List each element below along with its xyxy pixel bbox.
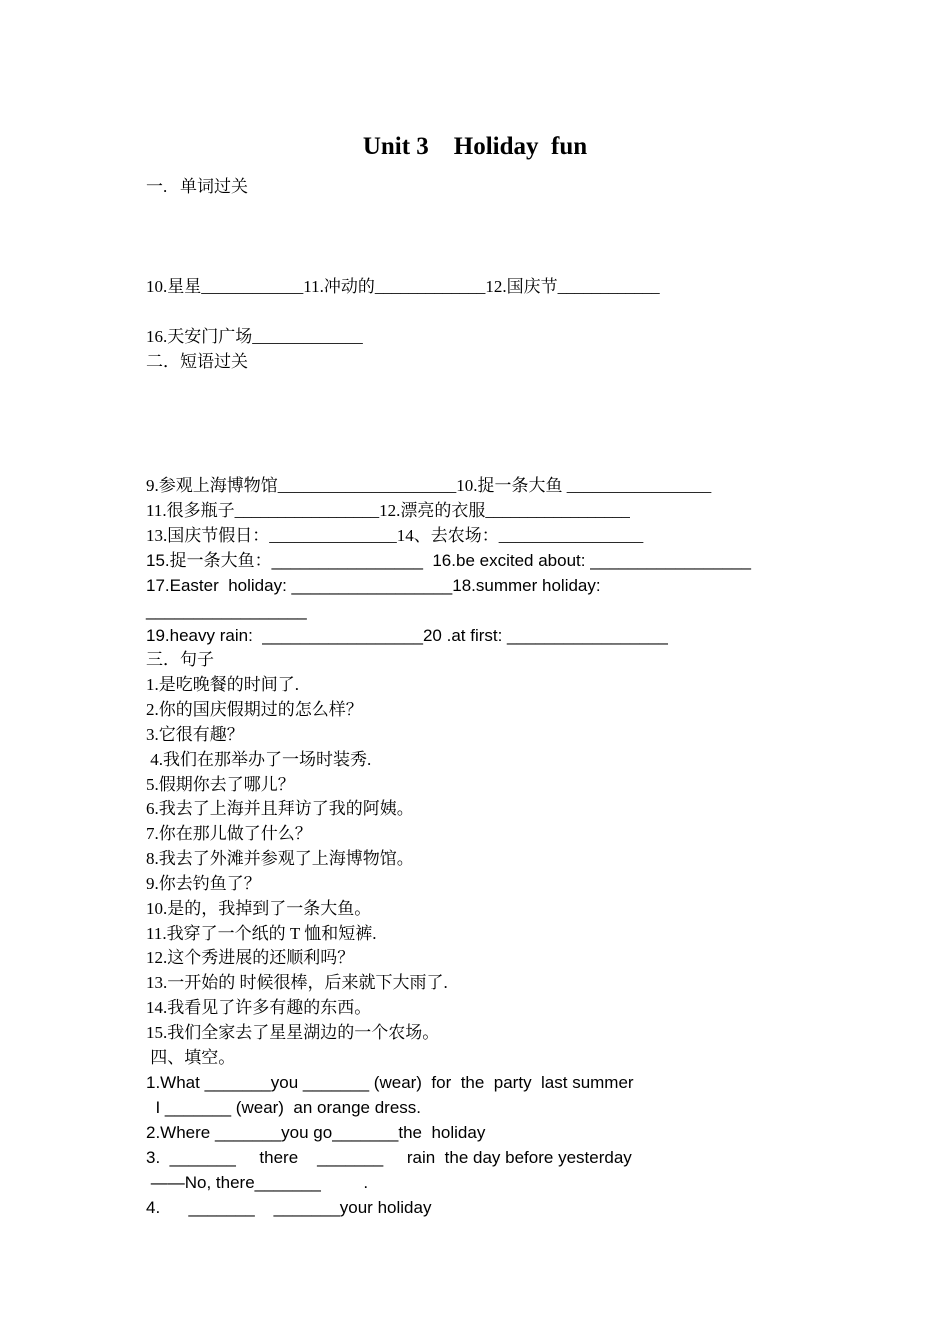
section-4-heading: 四、填空。 (146, 1048, 236, 1067)
phrase-line: 15.捉一条大鱼：________________ 16.be excited about: _________________ (146, 551, 751, 570)
sentence-item: 9.你去钓鱼了？ (146, 874, 261, 893)
phrase-line: 11.很多瓶子_________________12.漂亮的衣服_________________ (146, 501, 630, 520)
sentence-item: 2.你的国庆假期过的怎么样？ (146, 700, 363, 719)
section-2-heading: 二．短语过关 (146, 352, 248, 371)
fill-blank-line: 2.Where _______you go_______the holiday (146, 1123, 486, 1142)
vocab-line: 16.天安门广场_____________ (146, 327, 363, 346)
sentence-item: 15.我们全家去了星星湖边的一个农场。 (146, 1023, 440, 1042)
fill-blank-line: 3. _______ there _______ rain the day before yesterday (146, 1148, 632, 1167)
sentence-item: 3.它很有趣？ (146, 725, 244, 744)
fill-blank-line: ——No, there_______ . (146, 1173, 369, 1192)
sentence-item: 4.我们在那举办了一场时装秀. (146, 750, 372, 769)
phrase-line: 19.heavy rain: _________________20 .at first: _________________ (146, 626, 668, 645)
page-title: Unit 3 Holiday fun (362, 133, 588, 160)
phrase-line: 9.参观上海博物馆_____________________10.捉一条大鱼 _________________ (146, 476, 712, 495)
phrase-line: _________________ (146, 601, 307, 620)
vocab-line: 10.星星____________11.冲动的_____________12.国庆节____________ (146, 277, 660, 296)
fill-blank-line: I _______ (wear) an orange dress. (146, 1098, 421, 1117)
sentence-item: 12.这个秀进展的还顺利吗？ (146, 948, 355, 967)
sentence-item: 1.是吃晚餐的时间了. (146, 675, 299, 694)
sentence-item: 14.我看见了许多有趣的东西。 (146, 998, 372, 1017)
sentence-item: 10.是的，我掉到了一条大鱼。 (146, 899, 372, 918)
sentence-item: 11.我穿了一个纸的 T 恤和短裤. (146, 924, 377, 943)
phrase-line: 13.国庆节假日：_______________14、去农场：_________________ (146, 526, 644, 545)
section-1-heading: 一. 单词过关 (146, 177, 248, 196)
sentence-item: 13.一开始的 时候很棒，后来就下大雨了. (146, 973, 448, 992)
section-3-heading: 三．句子 (146, 650, 214, 669)
phrase-line: 17.Easter holiday: _________________18.summer holiday: (146, 576, 601, 595)
sentence-item: 7.你在那儿做了什么？ (146, 824, 312, 843)
sentence-item: 6.我去了上海并且拜访了我的阿姨。 (146, 799, 414, 818)
sentence-item: 5.假期你去了哪儿？ (146, 775, 295, 794)
fill-blank-line: 4. _______ _______your holiday (146, 1198, 432, 1217)
sentence-item: 8.我去了外滩并参观了上海博物馆。 (146, 849, 414, 868)
fill-blank-line: 1.What _______you _______ (wear) for the party last summer (146, 1073, 634, 1092)
